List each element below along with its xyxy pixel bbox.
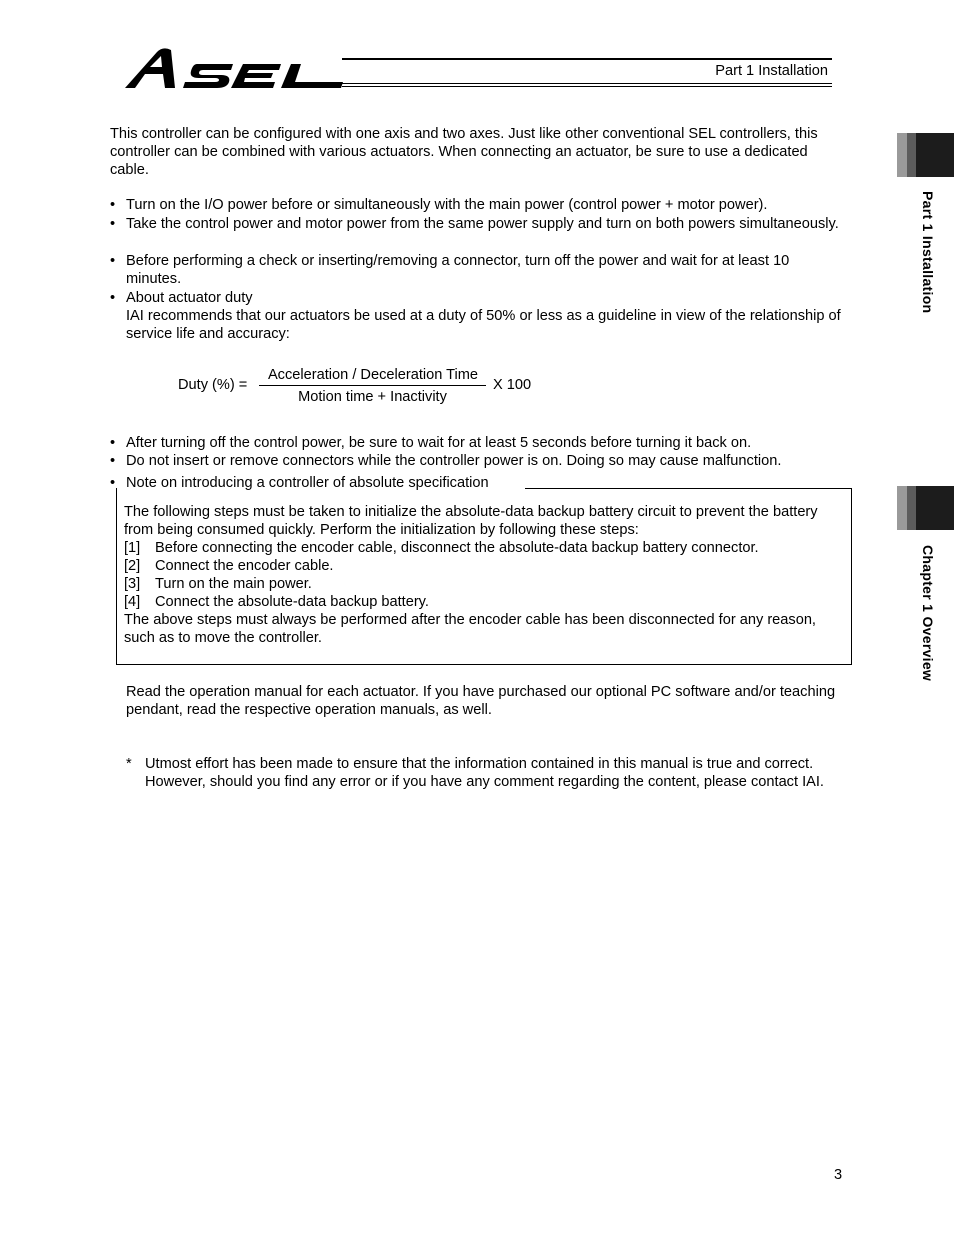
header-rule-bottom-thin — [342, 86, 832, 87]
formula-label: Duty (%) = — [178, 377, 248, 393]
side-label-part: Part 1 Installation — [920, 191, 936, 314]
side-tab-chapter — [897, 486, 954, 530]
note-step — [124, 539, 844, 557]
duty-title: • About actuator duty — [126, 290, 253, 306]
step-number: [2] — [124, 558, 141, 574]
note-closing: The above steps must always be performed after the encoder cable has been disconnected for any reason, such as to move the controller. — [124, 612, 816, 646]
step-text: Turn on the main power. — [155, 576, 312, 592]
bullet-item: • Before performing a check or inserting/removing a connector, turn off the power and wait for at least 10 minutes. — [126, 252, 842, 288]
bullet-item: • After turning off the control power, be sure to wait for at least 5 seconds before turning it back on. — [126, 434, 842, 452]
formula-multiplier: X 100 — [493, 377, 532, 393]
bullet-item: • Take the control power and motor power from the same power supply and turn on both powers simultaneously. — [126, 215, 842, 233]
formula-numerator: Acceleration / Deceleration Time — [267, 367, 479, 383]
bullet-item: • Turn on the I/O power before or simultaneously with the main power (control power + motor power). — [126, 196, 842, 214]
note-step — [124, 575, 844, 593]
note-step — [124, 593, 844, 611]
duty-text: IAI recommends that our actuators be used at a duty of 50% or less as a guideline in view of the relationship of service life and accuracy: — [126, 308, 841, 342]
step-number: [1] — [124, 540, 141, 556]
step-number: [4] — [124, 594, 141, 610]
disclaimer-text: Utmost effort has been made to ensure that the information contained in this manual is true and correct. However, should you find any error or if you have any comment regarding the content, please contact IAI. — [145, 756, 824, 790]
step-text: Connect the absolute-data backup battery. — [155, 594, 429, 610]
note-heading: • Note on introducing a controller of absolute specification — [126, 474, 489, 492]
bullet-duty — [126, 289, 842, 343]
step-text: Connect the encoder cable. — [155, 558, 334, 574]
intro-paragraph: This controller can be configured with one axis and two axes. Just like other conventional SEL controllers, this controller can be combined with various actuators. When connecting an actuator, be sure to use a dedicated cable. — [110, 126, 818, 178]
asel-logo — [123, 44, 345, 90]
formula-denominator: Motion time + Inactivity — [298, 389, 447, 405]
side-tab-part — [897, 133, 954, 177]
note-step — [124, 557, 844, 575]
header-rule-bottom — [342, 83, 832, 84]
formula-fraction-line — [259, 385, 486, 386]
header-rule-top — [342, 58, 832, 60]
side-label-chapter: Chapter 1 Overview — [920, 545, 936, 682]
note-content — [124, 503, 844, 647]
step-number: [3] — [124, 576, 141, 592]
header-section-title: Part 1 Installation — [715, 63, 828, 79]
step-text: Before connecting the encoder cable, disconnect the absolute-data backup battery connector. — [155, 540, 759, 556]
bullet-item: • Do not insert or remove connectors while the controller power is on. Doing so may cause malfunction. — [126, 452, 842, 470]
disclaimer-asterisk: * — [126, 756, 132, 772]
note-intro: The following steps must be taken to initialize the absolute-data backup battery circuit to prevent the battery from being consumed quickly. Perform the initialization by following these steps: — [124, 504, 818, 538]
page-number: 3 — [834, 1167, 843, 1183]
read-manual-paragraph: Read the operation manual for each actuator. If you have purchased our optional PC software and/or teaching pendant, read the respective operation manuals, as well. — [126, 684, 836, 718]
